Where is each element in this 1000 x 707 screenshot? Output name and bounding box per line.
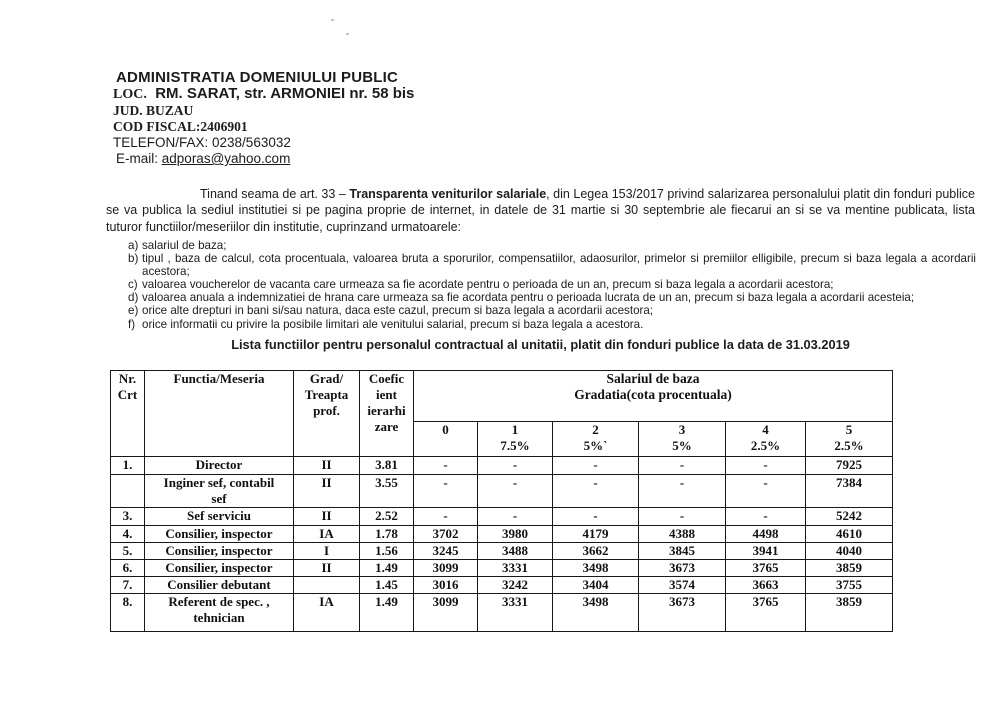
- cell-grad: II: [294, 475, 360, 508]
- county-line: JUD. BUZAU: [113, 103, 194, 118]
- email-label: E-mail:: [116, 151, 159, 166]
- list-marker: b): [128, 252, 139, 266]
- cell-gradatia-2: 4179: [553, 526, 639, 543]
- scan-speck: [331, 19, 334, 21]
- header-gradatia-1: [478, 422, 553, 457]
- header-coeficient: Coefic ient ierarhi zare: [360, 371, 414, 457]
- cell-functia: Sef serviciu: [145, 508, 294, 526]
- cell-gradatia-0: 3099: [414, 560, 478, 577]
- cell-functia: Inginer sef, contabil sef: [145, 475, 294, 508]
- salary-table: [110, 370, 893, 632]
- cell-gradatia-4: -: [726, 508, 806, 526]
- cell-gradatia-1: 3488: [478, 543, 553, 560]
- cell-gradatia-1: 3331: [478, 594, 553, 632]
- gradatia-percent: 2.5%: [750, 438, 781, 453]
- table-row: [111, 457, 893, 475]
- list-item: [128, 252, 976, 278]
- cell-grad: I: [294, 543, 360, 560]
- list-text: orice alte drepturi in bani si/sau natura, daca este cazul, precum si baza legala a acordarii acestora;: [142, 304, 654, 318]
- header-gradatia-2: [553, 422, 639, 457]
- header-gradatia-0: [414, 422, 478, 457]
- list-item: [128, 318, 976, 331]
- table-row: [111, 526, 893, 543]
- cell-gradatia-4: 3765: [726, 594, 806, 632]
- cell-coeficient: 1.49: [360, 560, 414, 577]
- cell-nr: [111, 475, 145, 508]
- list-marker: c): [128, 278, 138, 292]
- intro-lead: Tinand seama de art. 33 –: [200, 187, 350, 201]
- list-item: [128, 291, 976, 304]
- cell-nr: 8.: [111, 594, 145, 632]
- gradatia-percent: 5%: [672, 438, 692, 453]
- cell-gradatia-2: 3662: [553, 543, 639, 560]
- cell-gradatia-3: 3845: [639, 543, 726, 560]
- cell-nr: 7.: [111, 577, 145, 594]
- header-nr-crt: Nr. Crt: [111, 371, 145, 457]
- cell-functia: Consilier, inspector: [145, 526, 294, 543]
- gradatia-number: 2: [592, 422, 599, 437]
- cell-gradatia-3: -: [639, 475, 726, 508]
- header-salariu: Salariul de baza Gradatia(cota procentuala): [414, 371, 893, 422]
- cell-gradatia-4: 3765: [726, 560, 806, 577]
- list-marker: f): [128, 317, 136, 331]
- cell-gradatia-1: 3980: [478, 526, 553, 543]
- header-grad: Grad/ Treapta prof.: [294, 371, 360, 457]
- cell-gradatia-5: 7384: [806, 475, 893, 508]
- list-item: [128, 304, 976, 317]
- scan-speck: [346, 33, 349, 35]
- email-link[interactable]: adporas@yahoo.com: [161, 151, 291, 166]
- gradatia-percent: 2.5%: [834, 438, 864, 453]
- cell-gradatia-2: -: [553, 475, 639, 508]
- gradatia-percent: 5%`: [583, 438, 608, 453]
- cell-coeficient: 2.52: [360, 508, 414, 526]
- list-marker: d): [128, 291, 139, 305]
- header-gradatia-5: [806, 422, 893, 457]
- cell-grad: IA: [294, 526, 360, 543]
- gradatia-number: 0: [442, 422, 449, 437]
- cell-gradatia-5: 3859: [806, 594, 893, 632]
- cell-gradatia-4: -: [726, 475, 806, 508]
- cell-gradatia-2: 3498: [553, 594, 639, 632]
- cell-nr: 5.: [111, 543, 145, 560]
- letterhead: [113, 70, 414, 167]
- cell-gradatia-3: 3574: [639, 577, 726, 594]
- cell-gradatia-0: 3016: [414, 577, 478, 594]
- cell-gradatia-4: 3663: [726, 577, 806, 594]
- cell-functia: Consilier, inspector: [145, 560, 294, 577]
- cell-gradatia-3: 3673: [639, 594, 726, 632]
- list-marker: e): [128, 304, 139, 318]
- cell-gradatia-4: 4498: [726, 526, 806, 543]
- gradatia-number: 1: [511, 422, 519, 437]
- table-title: Lista functiilor pentru personalul contractual al unitatii, platit din fonduri publice la data de 31.03.2019: [231, 337, 850, 352]
- cell-coeficient: 3.81: [360, 457, 414, 475]
- cell-coeficient: 3.55: [360, 475, 414, 508]
- cell-coeficient: 1.78: [360, 526, 414, 543]
- requirements-list: [128, 239, 976, 331]
- cell-gradatia-5: 5242: [806, 508, 893, 526]
- list-text: orice informatii cu privire la posibile limitari ale venitului salarial, precum si baza legala a acestora.: [142, 317, 644, 331]
- cell-gradatia-3: -: [639, 508, 726, 526]
- cell-gradatia-2: 3404: [553, 577, 639, 594]
- cell-coeficient: 1.56: [360, 543, 414, 560]
- gradatia-number: 4: [762, 422, 769, 437]
- cell-nr: 4.: [111, 526, 145, 543]
- table-row: [111, 560, 893, 577]
- list-item: [128, 239, 976, 252]
- cell-gradatia-0: 3702: [414, 526, 478, 543]
- cell-gradatia-5: 4610: [806, 526, 893, 543]
- cell-gradatia-2: -: [553, 457, 639, 475]
- cell-gradatia-5: 3859: [806, 560, 893, 577]
- header-gradatia-4: [726, 422, 806, 457]
- cell-gradatia-1: -: [478, 457, 553, 475]
- cell-gradatia-1: 3331: [478, 560, 553, 577]
- cell-gradatia-1: -: [478, 475, 553, 508]
- cell-gradatia-0: 3245: [414, 543, 478, 560]
- cell-gradatia-5: 3755: [806, 577, 893, 594]
- cell-grad: [294, 577, 360, 594]
- cell-gradatia-5: 4040: [806, 543, 893, 560]
- cell-gradatia-4: 3941: [726, 543, 806, 560]
- cell-functia: Consilier, inspector: [145, 543, 294, 560]
- cell-gradatia-3: 3673: [639, 560, 726, 577]
- cell-grad: IA: [294, 594, 360, 632]
- cell-nr: 1.: [111, 457, 145, 475]
- cell-nr: 6.: [111, 560, 145, 577]
- cell-grad: II: [294, 457, 360, 475]
- email-line: [113, 151, 414, 167]
- intro-paragraph: [106, 186, 975, 235]
- address-line: [113, 86, 414, 103]
- table-row: [111, 543, 893, 560]
- cell-grad: II: [294, 508, 360, 526]
- header-functia: Functia/Meseria: [145, 371, 294, 457]
- intro-rest: , din Legea 153/2017 privind salarizarea personalului platit din fonduri publice se va publica la sediul institutiei si pe pagina proprie de internet, in datele de 31 martie si 30 septembrie ale fiecarui an si se va mentine publicata, lista tuturor functiilor/meseriilor din institutie, cuprinzand urmatoarele:: [106, 187, 975, 234]
- list-text: tipul , baza de calcul, cota procentuala, valoarea bruta a sporurilor, compensatiilor, adaosurilor, primelor si premiilor elligibile, precum si baza legala a acordarii acestora;: [142, 252, 976, 279]
- cell-gradatia-5: 7925: [806, 457, 893, 475]
- cell-functia: Consilier debutant: [145, 577, 294, 594]
- table-row: [111, 594, 893, 632]
- list-marker: a): [128, 239, 139, 252]
- gradatia-number: 3: [678, 422, 686, 437]
- phone-fax-line: TELEFON/FAX: 0238/563032: [113, 135, 291, 150]
- cell-gradatia-0: -: [414, 508, 478, 526]
- header-gradatia-3: [639, 422, 726, 457]
- table-row: [111, 508, 893, 526]
- list-text: valoarea anuala a indemnizatiei de hrana care urmeaza sa fie acordata pentru o perioada lucrata de un an, precum si baza legala a acordarii acesteia;: [142, 291, 915, 305]
- cell-gradatia-2: 3498: [553, 560, 639, 577]
- fiscal-code-line: COD FISCAL:2406901: [113, 119, 248, 134]
- table-row: [111, 577, 893, 594]
- cell-gradatia-0: -: [414, 457, 478, 475]
- cell-gradatia-1: -: [478, 508, 553, 526]
- loc-value: RM. SARAT, str. ARMONIEI nr. 58 bis: [155, 85, 415, 102]
- loc-label: LOC.: [113, 87, 147, 102]
- cell-gradatia-3: 4388: [639, 526, 726, 543]
- list-item: [128, 278, 976, 291]
- cell-gradatia-0: 3099: [414, 594, 478, 632]
- cell-coeficient: 1.49: [360, 594, 414, 632]
- list-text: valoarea voucherelor de vacanta care urmeaza sa fie acordate pentru o perioada de un an, precum si baza legala a acordarii acestora;: [142, 278, 834, 292]
- cell-gradatia-1: 3242: [478, 577, 553, 594]
- cell-gradatia-4: -: [726, 457, 806, 475]
- cell-grad: II: [294, 560, 360, 577]
- cell-functia: Referent de spec. , tehnician: [145, 594, 294, 632]
- gradatia-percent: 7.5%: [500, 438, 530, 453]
- cell-gradatia-0: -: [414, 475, 478, 508]
- gradatia-number: 5: [845, 422, 853, 437]
- cell-gradatia-3: -: [639, 457, 726, 475]
- list-text: salariul de baza;: [142, 239, 227, 252]
- cell-nr: 3.: [111, 508, 145, 526]
- cell-functia: Director: [145, 457, 294, 475]
- organization-name: ADMINISTRATIA DOMENIULUI PUBLIC: [116, 69, 399, 86]
- intro-emphasis: Transparenta veniturilor salariale: [349, 187, 547, 201]
- cell-coeficient: 1.45: [360, 577, 414, 594]
- table-row: [111, 475, 893, 508]
- cell-gradatia-2: -: [553, 508, 639, 526]
